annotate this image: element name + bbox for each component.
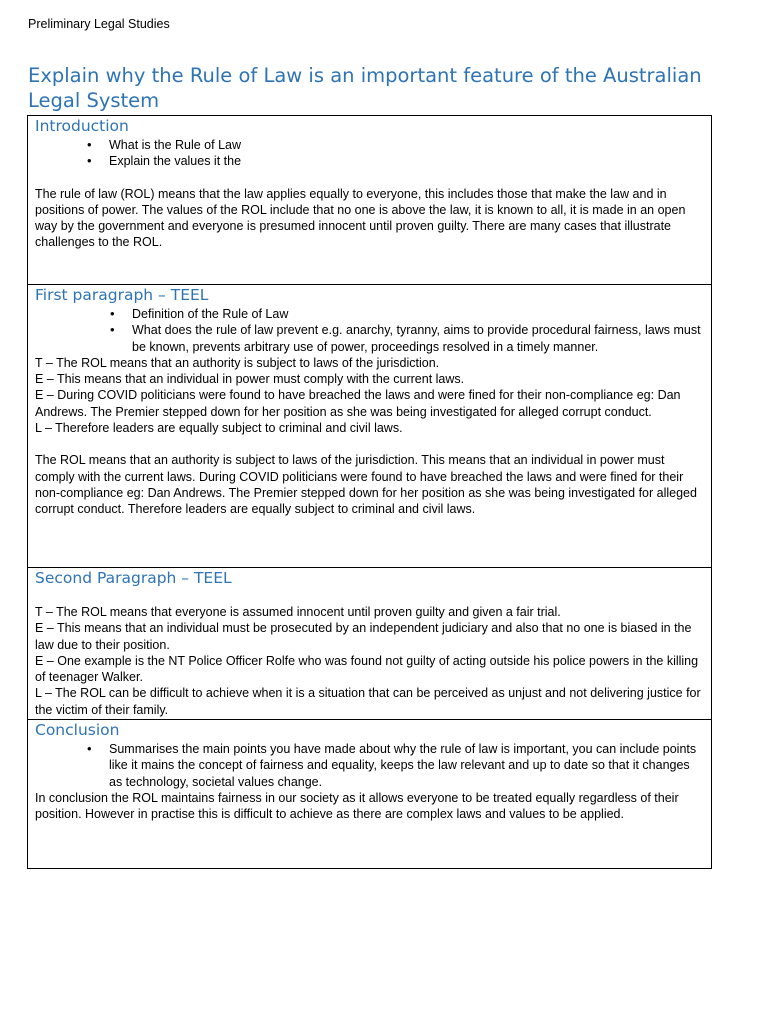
first-paragraph-bullet: • What does the rule of law prevent e.g. anarchy, tyranny, aims to provide procedural fairness, laws must be known, prevents arbitrary use of power, proceedings resolved in a timely manner. xyxy=(132,322,703,355)
first-paragraph-heading: First paragraph – TEEL xyxy=(35,286,209,304)
conclusion-paragraph: In conclusion the ROL maintains fairness in our society as it allows everyone to be treated equally regardless of their position. However in practise this is difficult to achieve as there are complex laws and values to be applied. xyxy=(35,790,679,822)
teel-link-line: L – Therefore leaders are equally subject to criminal and civil laws. xyxy=(35,421,403,436)
introduction-section xyxy=(27,115,712,285)
first-paragraph-section xyxy=(27,284,712,568)
teel-explain-line: E – This means that an individual in power must comply with the current laws. xyxy=(35,372,465,387)
conclusion-bullet-list xyxy=(109,741,703,790)
teel-evidence-line: E – One example is the NT Police Officer Rolfe who was found not guilty of acting outside his police powers in the killing of teenager Walker. xyxy=(35,653,699,685)
second-paragraph-heading: Second Paragraph – TEEL xyxy=(35,569,232,587)
teel-topic-line: T – The ROL means that an authority is subject to laws of the jurisdiction. xyxy=(35,355,440,370)
introduction-paragraph: The rule of law (ROL) means that the law applies equally to everyone, this includes those that make the law and in positions of power. The values of the ROL include that no one is above the law, it is known to all, it is made in an open way by the government and everyone is presumed innocent until proven guilty. There are many cases that illustrate challenges to the ROL. xyxy=(35,186,686,250)
introduction-bullet-list xyxy=(109,137,703,170)
teel-explain-line: E – This means that an individual must be prosecuted by an independent judiciary and also that no one is biased in the law due to their position. xyxy=(35,621,692,652)
document-header: Preliminary Legal Studies xyxy=(28,17,170,31)
first-paragraph-bullet-list xyxy=(132,306,703,355)
document-title: Explain why the Rule of Law is an important feature of the Australian Legal System xyxy=(28,64,702,112)
teel-link-line: L – The ROL can be difficult to achieve when it is a situation that can be perceived as unjust and not delivering justice for the victim of their family. xyxy=(35,686,701,717)
conclusion-section xyxy=(27,719,712,869)
teel-topic-line: T – The ROL means that everyone is assumed innocent until proven guilty and given a fair trial. xyxy=(35,605,561,619)
introduction-bullet: • What is the Rule of Law xyxy=(109,137,703,153)
teel-evidence-line: E – During COVID politicians were found to have breached the laws and were fined for their non-compliance eg: Dan Andrews. The Premier stepped down for her position as she was being investigated for alleged corrupt conduct. xyxy=(35,388,681,419)
first-paragraph-bullet: • Definition of the Rule of Law xyxy=(132,306,703,322)
first-paragraph-text: The ROL means that an authority is subject to laws of the jurisdiction. This means that an individual in power must comply with the current laws. During COVID politicians were found to have breached the laws and were fined for their non-compliance eg: Dan Andrews. The Premier stepped down for her position as she was being investigated for alleged corrupt conduct. Therefore leaders are equally subject to criminal and civil laws. xyxy=(35,453,697,517)
conclusion-heading: Conclusion xyxy=(35,721,120,739)
conclusion-bullet: • Summarises the main points you have made about why the rule of law is important, you can include points like it mains the concept of fairness and equality, keeps the law relevant and up to date so that it changes as technology, societal values change. xyxy=(109,741,703,790)
introduction-heading: Introduction xyxy=(35,117,129,135)
introduction-bullet: • Explain the values it the xyxy=(109,153,703,169)
second-paragraph-section xyxy=(27,567,712,720)
